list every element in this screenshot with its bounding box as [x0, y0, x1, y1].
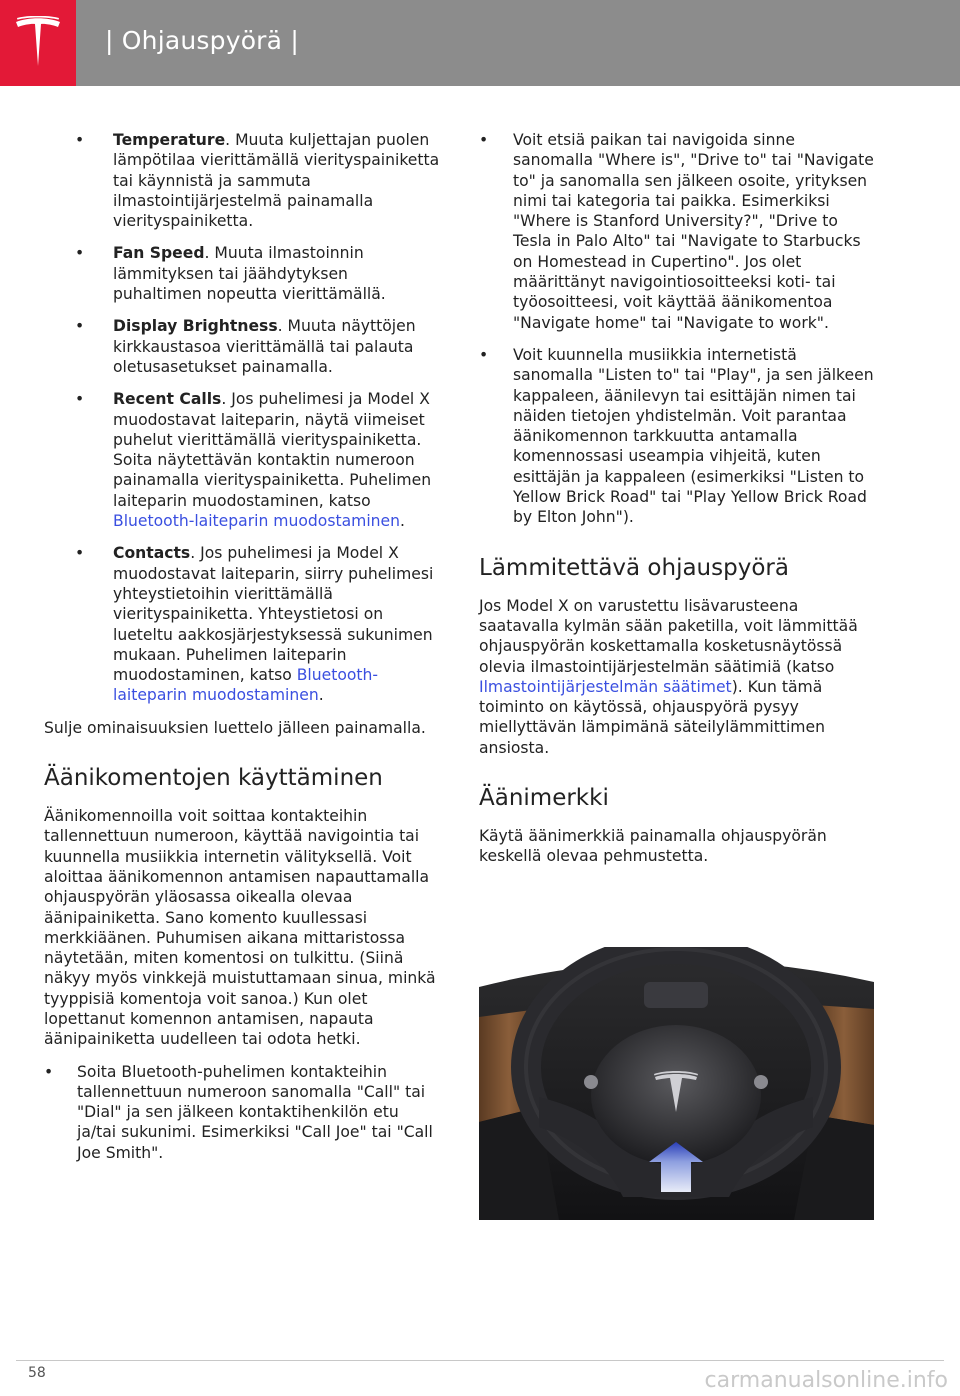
climate-controls-link[interactable]: Ilmastointijärjestelmän säätimet — [479, 677, 732, 696]
list-item: • Display Brightness. Muuta näyttöjen kirkkaustasoa vierittämällä tai palauta oletusasetukset painamalla. — [44, 316, 440, 377]
close-list-text: Sulje ominaisuuksien luettelo jälleen painamalla. — [44, 718, 426, 737]
header-bar — [0, 0, 960, 86]
horn-heading: Äänimerkki — [479, 785, 609, 812]
left-column — [44, 130, 440, 1175]
page-title: | Ohjauspyörä | — [105, 26, 299, 55]
horn-paragraph: Käytä äänimerkkiä painamalla ohjauspyörän keskellä olevaa pehmustetta. — [479, 827, 827, 866]
list-item: • Contacts. Jos puhelimesi ja Model X muodostavat laiteparin, siirry puhelimesi yhteystietoihin vierittämällä vierityspainiketta. Yhteystietosi on lueteltu aakkosjärjestyksessä sukunimen mukaan. Puhelimen laiteparin muodostaminen, katso Bluetooth-laiteparin muodostaminen. — [44, 543, 440, 705]
list-item: • Voit kuunnella musiikkia internetistä sanomalla "Listen to" tai "Play", ja sen jälkeen kappaleen, äänilevyn tai esittäjän nimen tai näiden tietojen yhdistelmän. Voit parantaa äänikomennon tarkkuutta antamalla komennossasi useampia vihjeitä, kuten esittäjän ja kappaleen (esimerkiksi "Listen to Yellow Brick Road" tai "Play Yellow Brick Road by Elton John"). — [479, 345, 877, 528]
heated-wheel-heading: Lämmitettävä ohjauspyörä — [479, 554, 789, 581]
steering-wheel-photo — [479, 947, 874, 1220]
list-item: • Fan Speed. Muuta ilmastoinnin lämmityksen tai jäähdytyksen puhaltimen nopeutta vierittämällä. — [44, 243, 440, 304]
list-item: • Temperature. Muuta kuljettajan puolen lämpötilaa vierittämällä vierityspainiketta tai käynnistä ja sammuta ilmastointijärjestelmä painamalla vierityspainiketta. — [44, 130, 440, 231]
voice-command-list — [44, 1062, 440, 1163]
right-column — [479, 130, 877, 879]
list-item: • Voit etsiä paikan tai navigoida sinne sanomalla "Where is", "Drive to" tai "Navigate to" ja sanomalla sen jälkeen osoite, yrityksen nimi tai kategoria tai paikka. Esimerkiksi "Where is Stanford University?", "Drive to Tesla in Palo Alto" tai "Navigate to Starbucks on Homestead in Cupertino". Jos olet määrittänyt navigointiosoitteeksi koti- tai työosoitteesi, voit käyttää äänikomentoa "Navigate home" tai "Navigate to work". — [479, 130, 877, 333]
page-number: 58 — [28, 1365, 46, 1381]
footer-divider — [16, 1360, 944, 1361]
watermark: carmanualsonline.info — [704, 1368, 948, 1393]
logo-box — [0, 0, 76, 86]
voice-commands-heading: Äänikomentojen käyttäminen — [44, 765, 383, 792]
tesla-logo-icon — [14, 16, 62, 70]
feature-list — [44, 130, 440, 706]
list-item: • Soita Bluetooth-puhelimen kontakteihin tallennettuun numeroon sanomalla "Call" tai "Dial" ja sen jälkeen kontaktihenkilön etu ja/tai sukunimi. Esimerkiksi "Call Joe" tai "Call Joe Smith". — [44, 1062, 440, 1163]
heated-wheel-paragraph: Jos Model X on varustettu lisävarusteena saatavalla kylmän sään paketilla, voit lämmittää ohjauspyörän koskettamalla kosketusnäytössä olevia ilmastointijärjestelmän säätimiä (katso Ilmastointijärjestelmän säätimet). Kun tämä toiminto on käytössä, ohjauspyörä pysyy miellyttävän lämpimänä säteilylämmittimen ansiosta. — [479, 596, 858, 757]
list-item: • Recent Calls. Jos puhelimesi ja Model X muodostavat laiteparin, näytä viimeiset puhelut vierittämällä vierityspainiketta. Soita näytettävän kontaktin numeroon painamalla vierityspainiketta. Puhelimen laiteparin muodostaminen, katso Bluetooth-laiteparin muodostaminen. — [44, 389, 440, 531]
bluetooth-pairing-link[interactable]: Bluetooth-laiteparin muodostaminen — [113, 512, 401, 531]
voice-command-list — [479, 130, 877, 528]
bluetooth-pairing-link[interactable]: Bluetooth-laiteparin muodostaminen — [113, 666, 379, 705]
voice-commands-paragraph: Äänikomennoilla voit soittaa kontakteihin tallennettuun numeroon, käyttää navigointia tai kuunnella musiikkia internetin välityksellä. Voit aloittaa äänikomennon antamisen napauttamalla ohjauspyörän yläosassa oikealla olevaa äänipainiketta. Sano komento kuullessasi merkkiäänen. Puhumisen aikana mittaristossa näytetään, miten komentosi on tulkittu. (Siinä näkyy myös vinkkejä muistuttamaan sinua, minkä tyyppisiä komentoja voit sanoa.) Kun olet lopettanut komennon antamisen, napauta äänipainiketta uudelleen tai odota hetki. — [44, 807, 436, 1049]
